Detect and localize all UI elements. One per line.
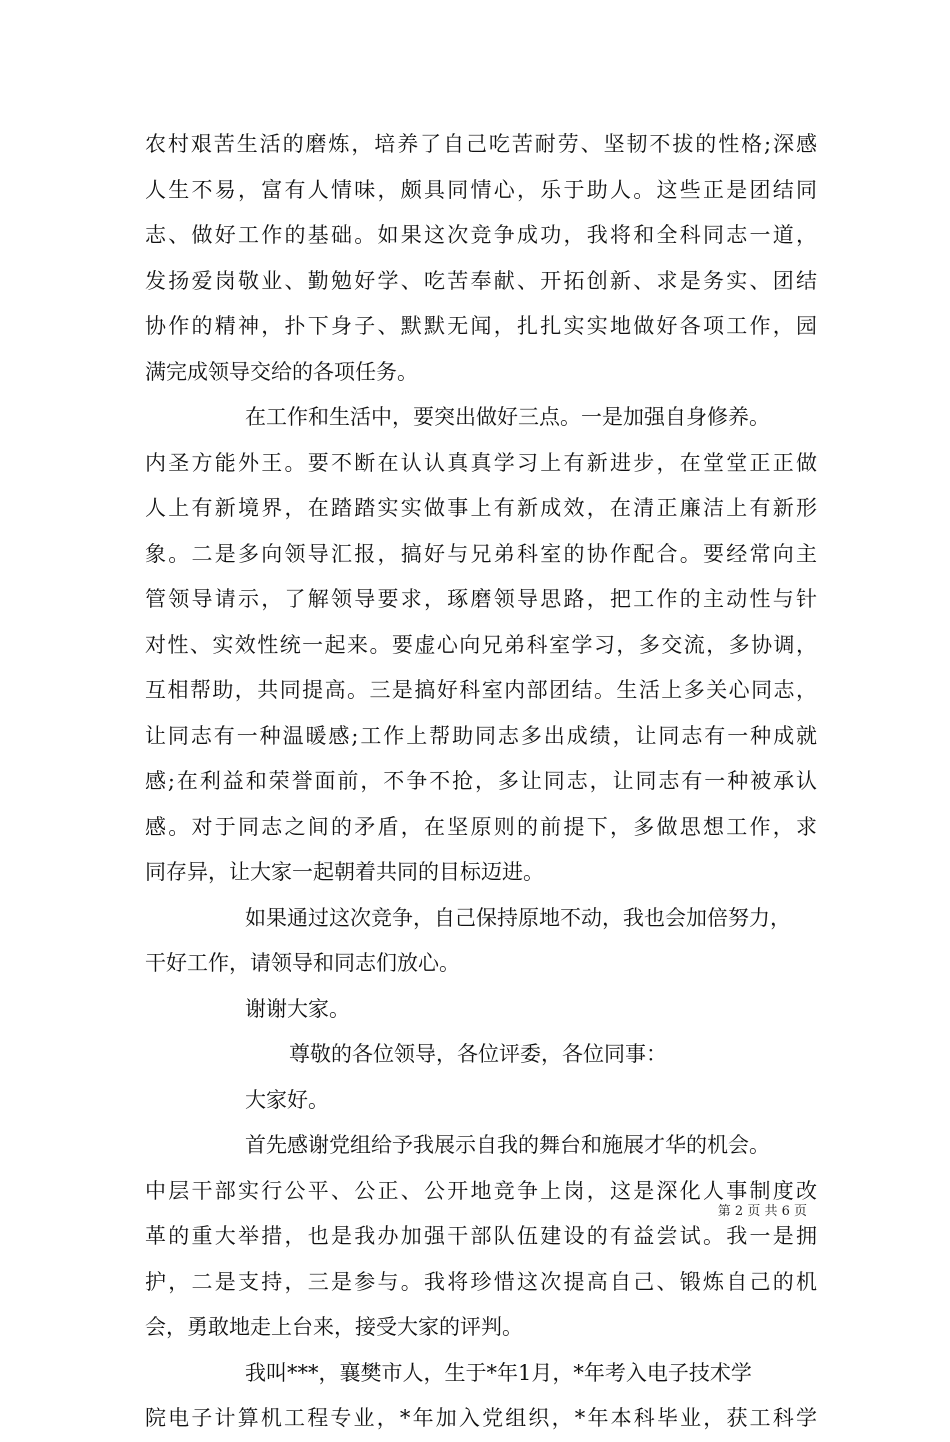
text-line-17: 同存异，让大家一起朝着共同的目标迈进。: [145, 860, 544, 884]
text-line-6: 满完成领导交给的各项任务。: [145, 359, 418, 384]
page-number-footer: 第 2 页 共 6 页: [717, 1204, 807, 1219]
text-line-20: 谢谢大家。: [245, 996, 350, 1021]
text-line-26: 护，二是支持，三是参与。我将珍惜这次提高自己、锻炼自己的机: [145, 1269, 817, 1294]
text-line-1: 农村艰苦生活的磨炼，培养了自己吃苦耐劳、坚韧不拔的性格;深感: [145, 132, 817, 156]
text-line-12: 对性、实效性统一起来。要虚心向兄弟科室学习，多交流，多协调，: [145, 632, 817, 657]
text-line-15: 感;在利益和荣誉面前，不争不抢，多让同志，让同志有一种被承认: [145, 769, 817, 793]
text-line-14: 让同志有一种温暖感;工作上帮助同志多出成绩，让同志有一种成就: [145, 723, 817, 748]
text-line-4: 发扬爱岗敬业、勤勉好学、吃苦奉献、开拓创新、求是务实、团结: [145, 268, 817, 293]
greeting-line: 大家好。: [245, 1087, 329, 1112]
text-line-11: 管领导请示，了解领导要求，琢磨领导思路，把工作的主动性与针: [145, 587, 817, 611]
salutation-line: 尊敬的各位领导，各位评委，各位同事：: [289, 1042, 667, 1066]
text-line-3: 志、做好工作的基础。如果这次竞争成功，我将和全科同志一道，: [145, 223, 817, 247]
text-line-24: 中层干部实行公平、公正、公开地竞争上岗，这是深化人事制度改: [145, 1178, 817, 1203]
text-line-2: 人生不易，富有人情味，颇具同情心，乐于助人。这些正是团结同: [145, 177, 817, 202]
text-line-10: 象。二是多向领导汇报，搞好与兄弟科室的协作配合。要经常向主: [145, 541, 817, 566]
text-line-27: 会，勇敢地走上台来，接受大家的评判。: [145, 1315, 523, 1339]
text-line-5: 协作的精神，扑下身子、默默无闻，扎扎实实地做好各项工作，园: [145, 314, 817, 338]
text-line-23: 首先感谢党组给予我展示自我的舞台和施展才华的机会。: [245, 1133, 770, 1157]
text-line-9: 人上有新境界，在踏踏实实做事上有新成效，在清正廉洁上有新形: [145, 496, 817, 520]
text-line-19: 干好工作，请领导和同志们放心。: [145, 951, 460, 975]
text-line-13: 互相帮助，共同提高。三是搞好科室内部团结。生活上多关心同志，: [145, 678, 817, 702]
body-text: [145, 122, 817, 1442]
text-line-29: 院电子计算机工程专业，*年加入党组织，*年本科毕业，获工科学: [145, 1406, 817, 1430]
text-line-8: 内圣方能外王。要不断在认认真真学习上有新进步，在堂堂正正做: [145, 450, 817, 475]
text-line-7: 在工作和生活中，要突出做好三点。一是加强自身修养。: [245, 405, 770, 429]
text-line-28: 我叫***，襄樊市人，生于*年1月，*年考入电子技术学: [245, 1360, 752, 1385]
text-line-18: 如果通过这次竞争，自己保持原地不动，我也会加倍努力，: [245, 905, 791, 930]
text-line-16: 感。对于同志之间的矛盾，在坚原则的前提下，多做思想工作，求: [145, 814, 817, 839]
text-line-25: 革的重大举措，也是我办加强干部队伍建设的有益尝试。我一是拥: [145, 1224, 817, 1248]
